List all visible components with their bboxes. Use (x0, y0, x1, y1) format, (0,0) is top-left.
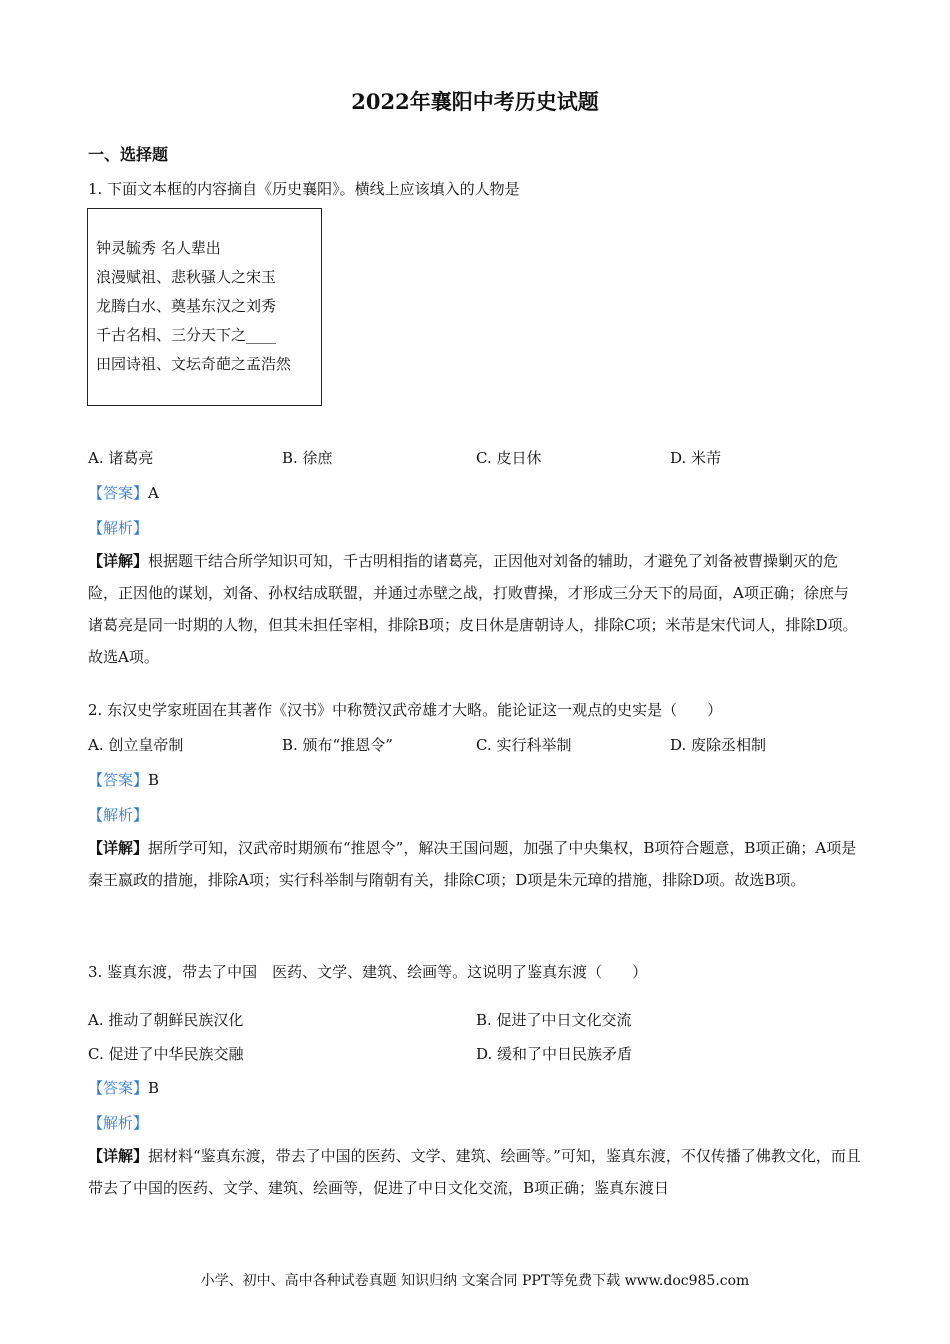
q1-analysis-label: 【解析】 (88, 519, 149, 537)
q1-box-line: 浪漫赋祖、悲秋骚人之宋玉 (96, 268, 277, 286)
detail-text: 据所学可知，汉武帝时期颁布“推恩令”，解决王国问题，加强了中央集权，B项符合题意，B项正确；A项是秦王嬴政的措施，排除A项；实行科举制与隋朝有关，排除C项；D项是朱元璋的措施，排除D项。故选B项。 (88, 839, 857, 889)
q2-detail (88, 832, 863, 896)
q1-box-line: 钟灵毓秀 名人辈出 (96, 239, 221, 257)
q1-option-d: D. 米芾 (670, 449, 722, 467)
q1-answer (88, 482, 159, 503)
answer-label: 【答案】 (88, 484, 149, 502)
detail-label: 【详解】 (88, 1147, 149, 1165)
q1-box-line: 千古名相、三分天下之____ (96, 326, 277, 344)
q1-option-b: B. 徐庶 (282, 449, 333, 467)
page-footer: 小学、初中、高中各种试卷真题 知识归纳 文案合同 PPT等免费下载 www.doc985.com (200, 1273, 750, 1289)
q2-stem: 2. 东汉史学家班固在其著作《汉书》中称赞汉武帝雄才大略。能论证这一观点的史实是（ ） (88, 701, 723, 719)
q1-detail (88, 545, 863, 673)
q3-analysis-label: 【解析】 (88, 1114, 149, 1132)
detail-label: 【详解】 (88, 839, 149, 857)
q2-answer (88, 769, 159, 790)
q1-option-a: A. 诸葛亮 (88, 449, 154, 467)
q1-stem: 1. 下面文本框的内容摘自《历史襄阳》。横线上应该填入的人物是 (88, 180, 520, 198)
q2-option-b: B. 颁布“推恩令” (282, 736, 393, 754)
q2-option-d: D. 废除丞相制 (670, 736, 767, 754)
q2-option-a: A. 创立皇帝制 (88, 736, 184, 754)
q1-box-line: 田园诗祖、文坛奇葩之孟浩然 (96, 355, 292, 373)
section-heading: 一、选择题 (88, 145, 169, 164)
q3-option-c: C. 促进了中华民族交融 (88, 1045, 244, 1063)
answer-value: B (148, 771, 160, 789)
q3-option-a: A. 推动了朝鲜民族汉化 (88, 1011, 244, 1029)
q3-option-b: B. 促进了中日文化交流 (476, 1011, 632, 1029)
q3-detail (88, 1140, 863, 1204)
q2-analysis-label: 【解析】 (88, 806, 149, 824)
page-title: 2022年襄阳中考历史试题 (351, 89, 599, 114)
q1-option-c: C. 皮日休 (476, 449, 542, 467)
q3-option-d: D. 缓和了中日民族矛盾 (476, 1045, 633, 1063)
q1-box-line: 龙腾白水、奠基东汉之刘秀 (96, 297, 277, 315)
detail-text: 根据题干结合所学知识可知，千古明相指的诸葛亮，正因他对刘备的辅助，才避免了刘备被曹操剿灭的危险，正因他的谋划，刘备、孙权结成联盟，并通过赤壁之战，打败曹操，才形成三分天下的局面，A项正确；徐庶与诸葛亮是同一时期的人物，但其未担任宰相，排除B项；皮日休是唐朝诗人，排除C项；米芾是宋代词人，排除D项。故选A项。 (88, 552, 858, 666)
answer-value: B (148, 1079, 160, 1097)
q3-stem: 3. 鉴真东渡，带去了中国 医药、文学、建筑、绘画等。这说明了鉴真东渡（ ） (88, 963, 648, 981)
detail-text: 据材料“鉴真东渡，带去了中国的医药、文学、建筑、绘画等。”可知，鉴真东渡，不仅传播了佛教文化，而且带去了中国的医药、文学、建筑、绘画等，促进了中日文化交流，B项正确；鉴真东渡日 (88, 1147, 861, 1197)
answer-value: A (148, 484, 159, 502)
detail-label: 【详解】 (88, 552, 149, 570)
answer-label: 【答案】 (88, 771, 149, 789)
q3-answer (88, 1077, 159, 1098)
answer-label: 【答案】 (88, 1079, 149, 1097)
q2-option-c: C. 实行科举制 (476, 736, 572, 754)
